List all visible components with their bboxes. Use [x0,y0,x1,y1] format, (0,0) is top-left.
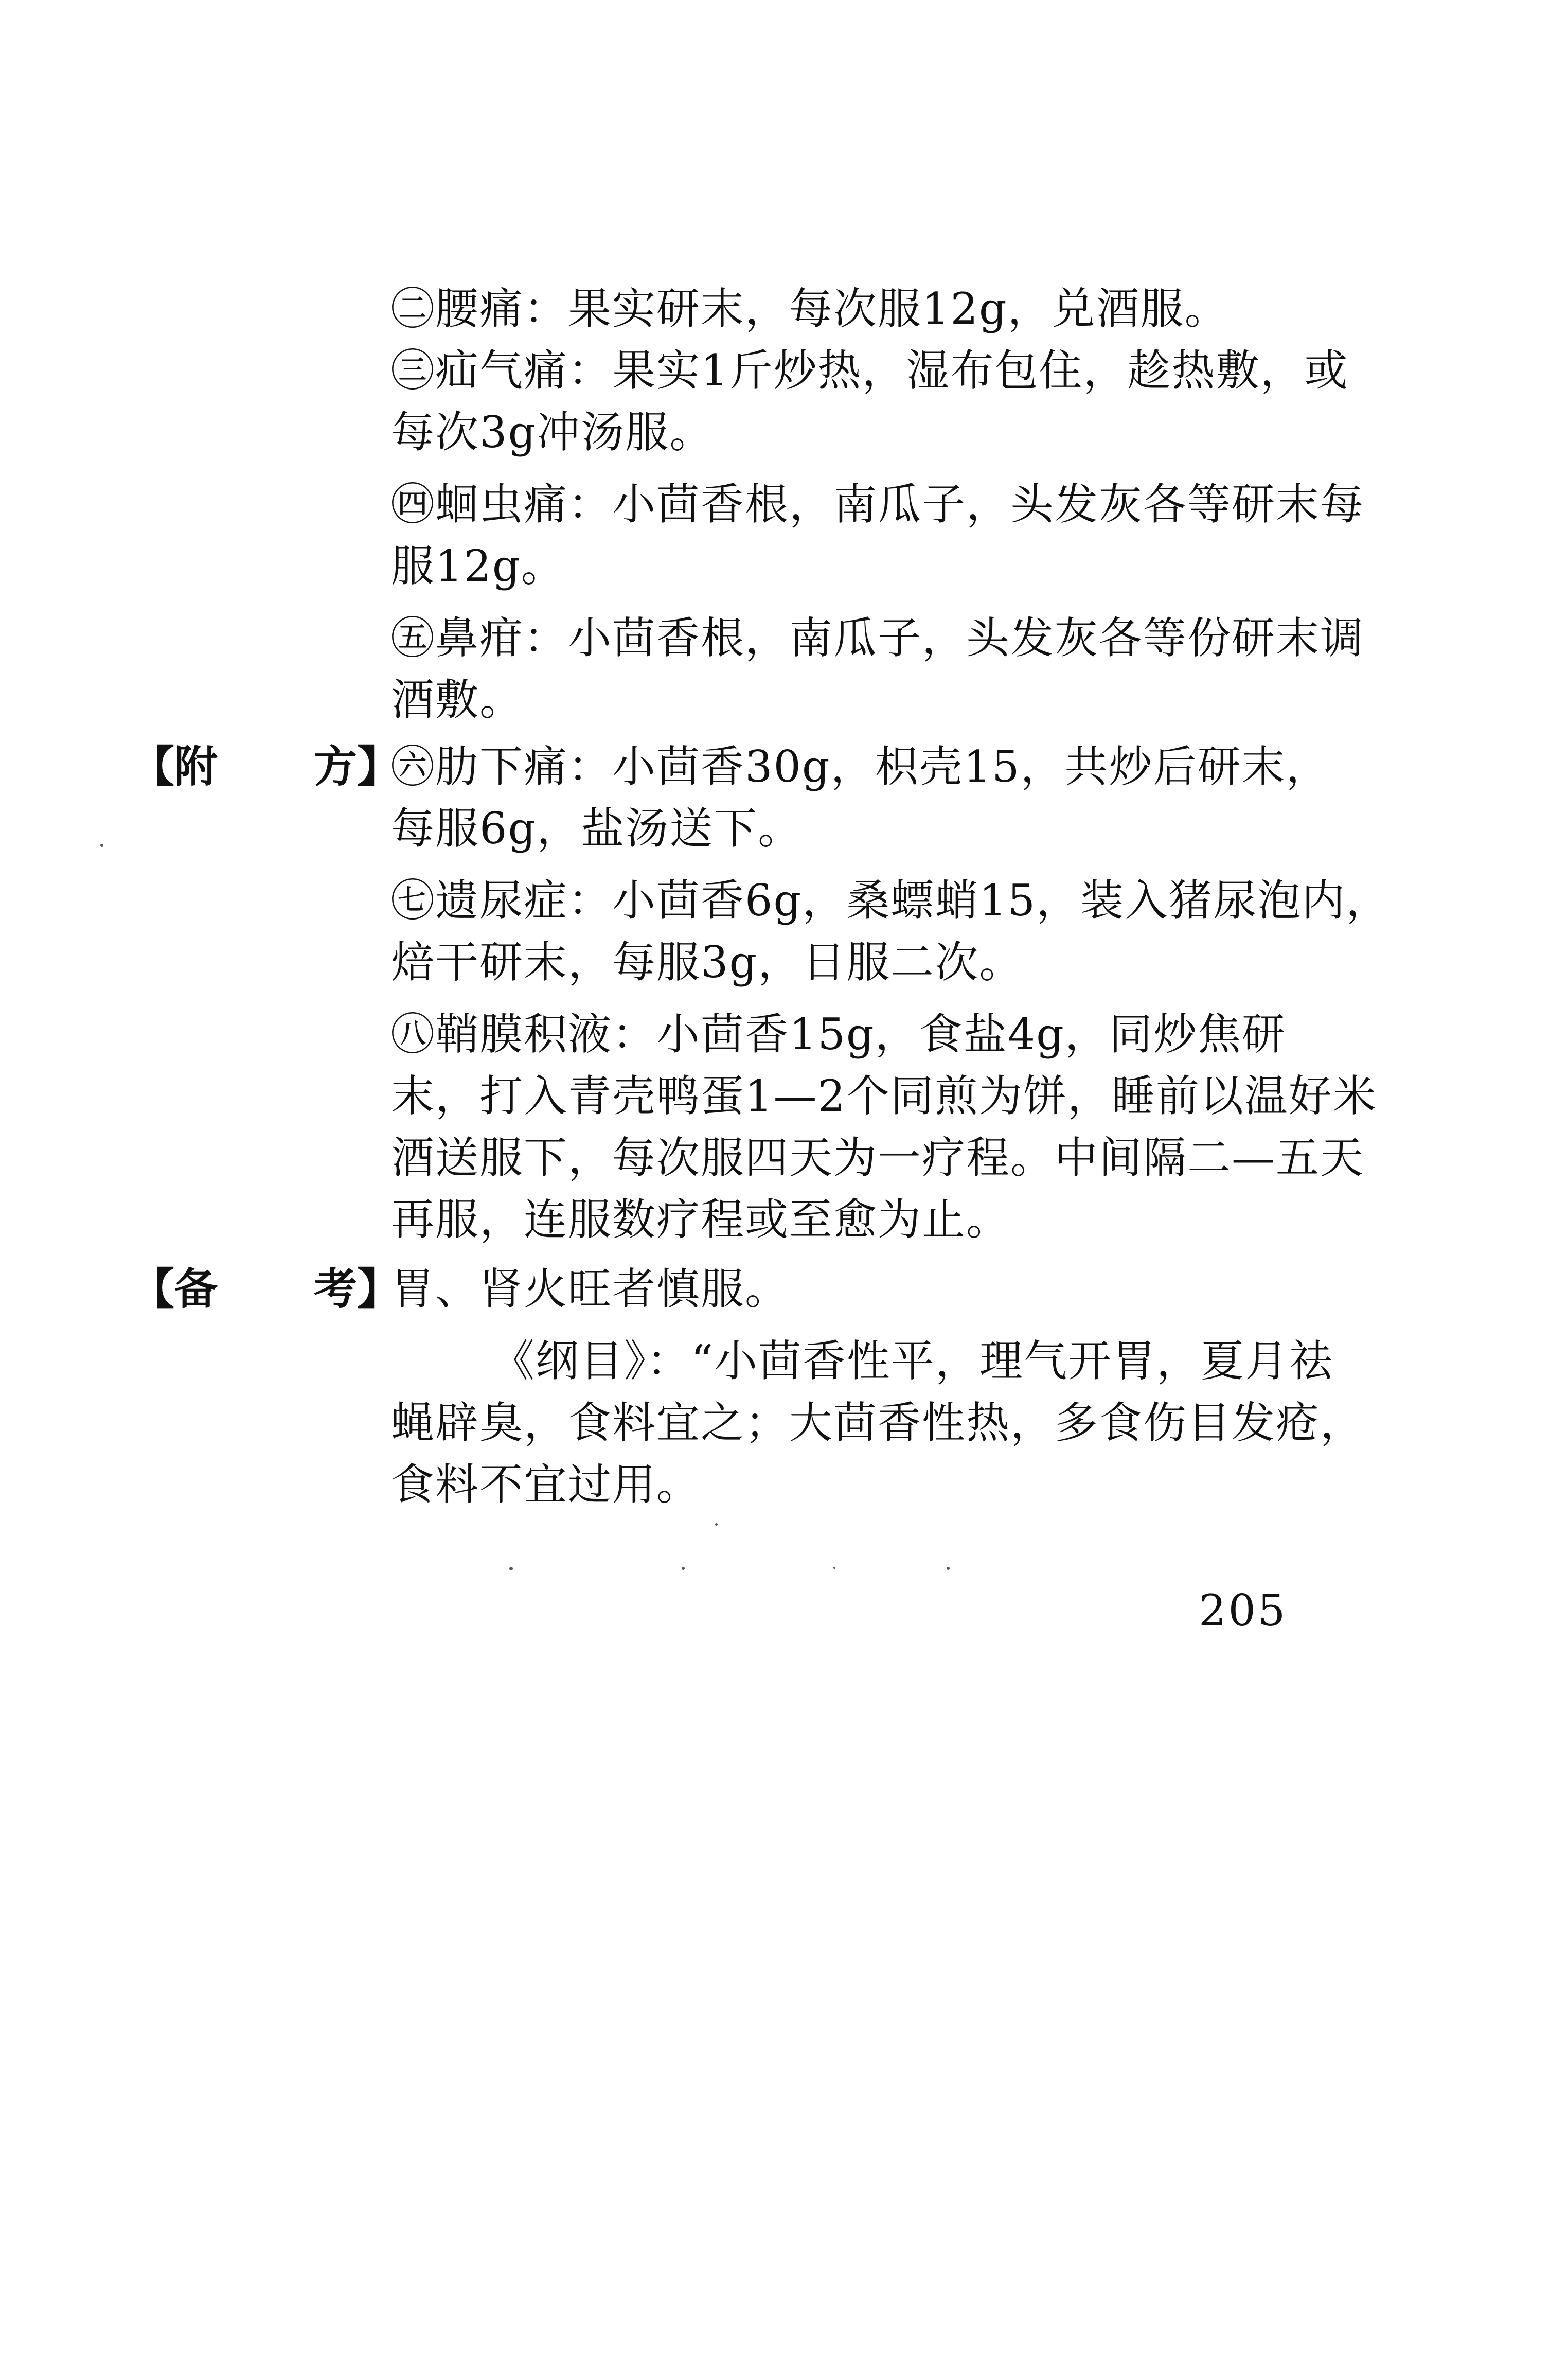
text-line: ㊄鼻疳：小茴香根，南瓜子，头发灰各等份研末调 [391,613,1365,663]
text-line: 《纲目》：“小茴香性平，理气开胃，夏月祛 [491,1336,1333,1386]
text-line: 酒敷。 [391,675,524,725]
text-line: ㊃蛔虫痛：小茴香根，南瓜子，头发灰各等研末每 [391,479,1365,529]
page-number: 205 [1199,1585,1288,1636]
text-line: 蝇辟臭，食料宜之；大茴香性热，多食伤目发疮， [391,1398,1365,1448]
text-line: 胃、肾火旺者慎服。 [391,1264,790,1314]
text-line: ㊆遗尿症：小茴香6g，桑螵蛸15，装入猪尿泡内， [391,875,1391,926]
text-line: 食料不宜过用。 [391,1459,701,1510]
scan-speck [509,1567,513,1570]
text-line: 服12g。 [391,541,565,591]
text-line: ㊇鞘膜积液：小茴香15g，食盐4g，同炒焦研 [391,1009,1286,1059]
label-beikao-left: 【备 [131,1263,218,1314]
scan-speck [715,1523,718,1526]
scan-speck [100,844,103,847]
text-line: ㊂疝气痛：果实1斤炒热，湿布包住，趁热敷，或 [391,345,1349,396]
text-line: 再服，连服数疗程或至愈为止。 [391,1194,1011,1245]
scan-speck [833,1567,835,1569]
text-line: 每次3g冲汤服。 [391,407,714,457]
scan-speck [947,1567,950,1570]
text-line: 焙干研末，每服3g，日服二次。 [391,937,1024,987]
label-fufang-left: 【附 [131,741,218,792]
text-line: 末，打入青壳鸭蛋1—2个同煎为饼，睡前以温好米 [391,1071,1377,1121]
text-line: ㊅肋下痛：小茴香30g，枳壳15，共炒后研末， [391,741,1330,792]
text-line: 每服6g，盐汤送下。 [391,803,803,854]
scan-speck [682,1567,685,1570]
label-beikao-right: 考】 [314,1263,401,1314]
label-fufang-right: 方】 [314,741,401,792]
text-line: ㊁腰痛：果实研末，每次服12g，兑酒服。 [391,284,1229,334]
text-line: 酒送服下，每次服四天为一疗程。中间隔二—五天 [391,1133,1365,1183]
